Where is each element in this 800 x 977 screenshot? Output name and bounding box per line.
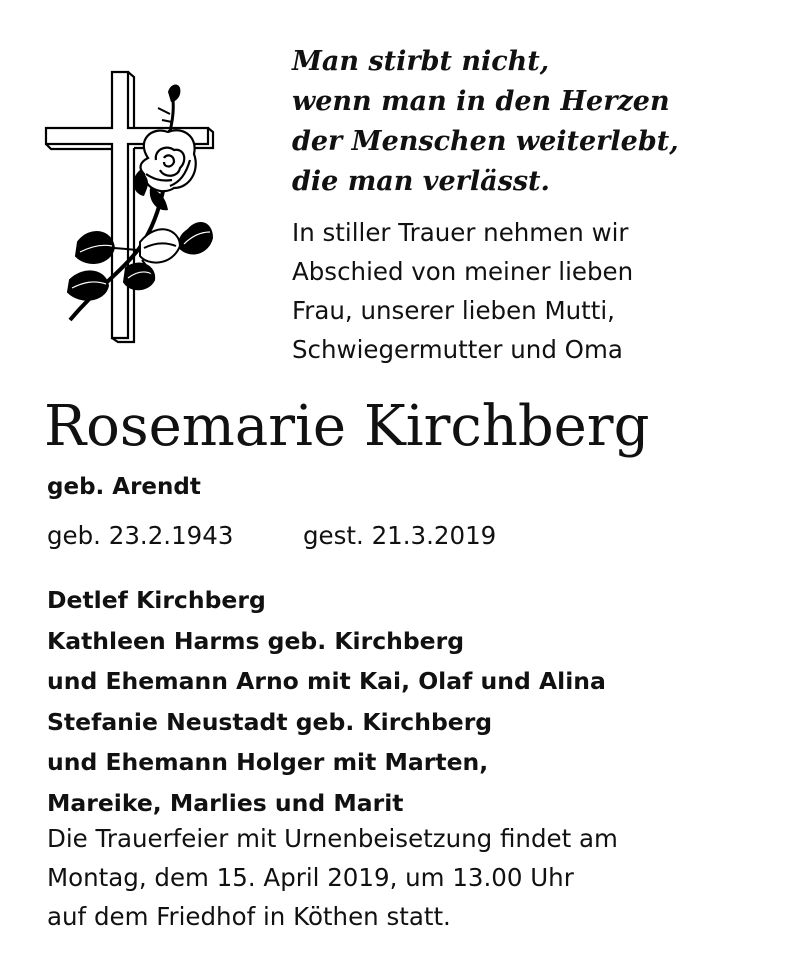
service-line: auf dem Friedhof in Köthen statt.	[47, 902, 451, 931]
service-line: Die Trauerfeier mit Urnenbeisetzung findet am	[47, 824, 618, 853]
intro-line: In stiller Trauer nehmen wir	[292, 218, 629, 247]
mourner-line: Stefanie Neustadt geb. Kirchberg	[47, 707, 493, 736]
mourner-line: Mareike, Marlies und Marit	[47, 788, 404, 817]
life-dates	[47, 517, 496, 555]
mourners-list	[47, 580, 767, 823]
death-date: gest. 21.3.2019	[303, 521, 497, 550]
poem-line: Man stirbt nicht,	[292, 46, 550, 77]
memorial-poem	[292, 42, 772, 202]
service-line: Montag, dem 15. April 2019, um 13.00 Uhr	[47, 863, 574, 892]
birth-date: geb. 23.2.1943	[47, 521, 234, 550]
maiden-name: geb. Arendt	[47, 474, 201, 500]
mourner-line: Kathleen Harms geb. Kirchberg	[47, 626, 465, 655]
mourner-line: Detlef Kirchberg	[47, 586, 266, 614]
intro-line: Abschied von meiner lieben	[292, 257, 634, 286]
intro-line: Frau, unserer lieben Mutti,	[292, 296, 615, 325]
mourner-line: und Ehemann Arno mit Kai, Olaf und Alina	[47, 667, 606, 695]
funeral-service-info	[47, 819, 767, 936]
poem-line: wenn man in den Herzen	[292, 86, 670, 117]
poem-line: die man verlässt.	[292, 166, 550, 197]
mourner-line: und Ehemann Holger mit Marten,	[47, 748, 489, 776]
deceased-name: Rosemarie Kirchberg	[44, 394, 650, 459]
mourning-intro	[292, 213, 772, 369]
intro-line: Schwiegermutter und Oma	[292, 335, 623, 364]
poem-line: der Menschen weiterlebt,	[292, 126, 679, 157]
cross-with-rose-icon	[40, 70, 215, 345]
